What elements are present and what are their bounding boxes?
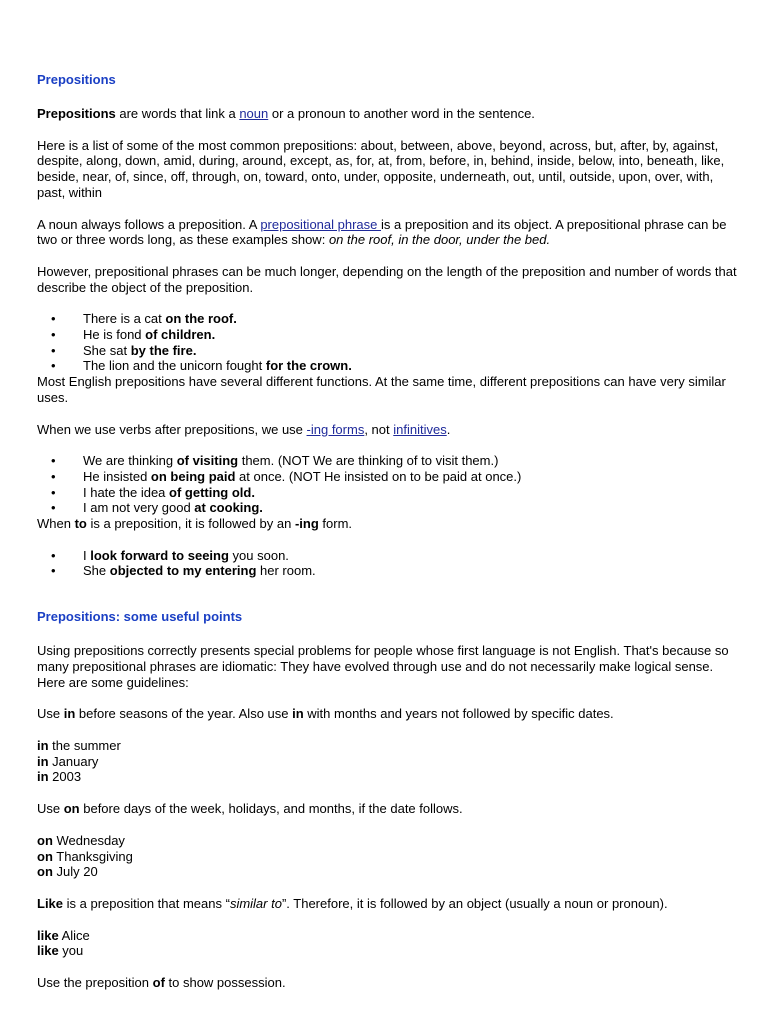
longer-phrases-paragraph: However, prepositional phrases can be much longer, depending on the length of the preposition and number of words that describe the object of the preposition.: [37, 263, 737, 295]
of-rule-bold: of: [152, 975, 165, 991]
like-rule-text-2: ”. Therefore, it is followed by an object (usually a noun or pronoun).: [281, 895, 668, 911]
example-text: She: [83, 563, 110, 579]
example-bold: like: [37, 927, 59, 943]
to-text-1: When: [37, 516, 75, 532]
example-text: He is fond: [83, 327, 146, 343]
example-text: We are thinking: [83, 453, 177, 469]
like-rule-text-1: is a preposition that means “: [63, 895, 230, 911]
list-item: [37, 864, 737, 880]
on-rule-text-1: Use: [37, 801, 64, 817]
example-bold: look forward to seeing: [90, 547, 229, 563]
to-text-3: form.: [318, 516, 353, 532]
to-bold-1: to: [74, 516, 87, 532]
ing-forms-link[interactable]: -ing forms: [306, 421, 365, 437]
example-bold: objected to my entering: [109, 563, 257, 579]
like-rule-paragraph: [37, 896, 737, 912]
verbs-text-2: , not: [364, 421, 394, 437]
example-tail: you soon.: [228, 547, 289, 563]
noun-link[interactable]: noun: [239, 106, 269, 121]
example-bold: in: [37, 753, 49, 769]
example-bold: in: [37, 769, 49, 785]
bullet-icon: •: [51, 453, 56, 469]
to-text-2: is a preposition, it is followed by an: [86, 516, 295, 532]
bullet-icon: •: [51, 327, 56, 343]
common-prepositions-paragraph: Here is a list of some of the most common prepositions: about, between, above, beyond, across, but, after, by, against, despite, along, down, amid, during, around, except, as, for, at, from, before, in, behind, inside, below, into, beneath, like, beside, near, of, since, off, through, on, toward, onto, under, opposite, underneath, out, until, outside, upon, over, with, past, within: [37, 137, 725, 200]
list-item: [37, 769, 737, 785]
noun-text-2: is a preposition and its object. A prepositional phrase can be two or three words long, as these examples show:: [37, 216, 727, 248]
of-rule-paragraph: [37, 975, 737, 991]
section-title-useful-points: Prepositions: some useful points: [37, 609, 243, 625]
page-title: Prepositions: [37, 72, 116, 87]
bullet-icon: •: [51, 358, 56, 374]
example-text: Alice: [58, 927, 90, 943]
example-text: the summer: [48, 737, 121, 753]
list-item: [37, 469, 737, 485]
in-rule-text-2: before seasons of the year. Also use: [75, 706, 293, 722]
in-rule-bold-2: in: [292, 706, 304, 722]
in-rule-bold-1: in: [63, 706, 76, 722]
intro-lead: Prepositions: [37, 106, 116, 121]
of-rule-text-2: to show possession.: [164, 975, 286, 991]
example-bold: at cooking.: [194, 500, 263, 516]
example-bold: of visiting: [176, 453, 239, 469]
on-examples: [37, 833, 737, 880]
prepositional-phrase-link[interactable]: prepositional phrase: [260, 216, 382, 232]
example-text: She sat: [83, 342, 131, 358]
noun-examples-italic: on the roof, in the door, under the bed.: [328, 232, 551, 248]
on-rule-bold-1: on: [63, 801, 80, 817]
special-problems-paragraph: Using prepositions correctly presents special problems for people whose first language is not English. That's because so many prepositional phrases are idiomatic: They have evolved through use and do not necessarily make logical sense. Here are some guidelines:: [37, 643, 729, 690]
functions-paragraph: Most English prepositions have several different functions. At the same time, different prepositions can have very similar uses.: [37, 374, 726, 405]
on-rule-paragraph: [37, 801, 737, 817]
list-item: [37, 453, 737, 469]
example-bold: in: [37, 737, 49, 753]
verbs-text-3: .: [446, 421, 451, 437]
example-tail: them. (NOT We are thinking of to visit them.): [238, 453, 499, 469]
list-item: [37, 943, 737, 959]
example-text: There is a cat: [83, 311, 166, 327]
list-item: [37, 311, 737, 327]
list-item: [37, 485, 737, 501]
like-rule-bold: Like: [37, 895, 64, 911]
like-rule-italic: similar to: [229, 895, 282, 911]
in-examples: [37, 738, 737, 785]
example-text: I am not very good: [83, 500, 195, 516]
examples-list-2: [37, 453, 737, 516]
list-item: [37, 358, 737, 374]
example-bold: of children.: [145, 327, 216, 343]
verbs-paragraph: [37, 422, 737, 438]
in-rule-text-1: Use: [37, 706, 64, 722]
example-bold: on: [37, 864, 53, 880]
like-examples: [37, 928, 737, 959]
intro-text-2: or a pronoun to another word in the sentence.: [268, 106, 535, 121]
to-bold-2: -ing: [294, 516, 319, 532]
example-text: July 20: [52, 864, 98, 880]
example-text: Thanksgiving: [52, 848, 133, 864]
in-rule-paragraph: [37, 706, 737, 722]
example-text: The lion and the unicorn fought: [83, 358, 266, 374]
bullet-icon: •: [51, 500, 56, 516]
list-item: [37, 833, 737, 849]
intro-paragraph: [37, 106, 737, 122]
bullet-icon: •: [51, 342, 56, 358]
example-tail: at once. (NOT He insisted on to be paid at once.): [235, 468, 522, 484]
of-rule-text-1: Use the preposition: [37, 975, 153, 991]
bullet-icon: •: [51, 547, 56, 563]
list-item: [37, 849, 737, 865]
example-text: I: [83, 547, 91, 563]
list-item: [37, 754, 737, 770]
example-bold: on being paid: [150, 468, 236, 484]
example-bold: like: [37, 943, 59, 959]
example-text: January: [48, 753, 99, 769]
document-page: [37, 72, 737, 991]
example-bold: on: [37, 832, 53, 848]
verbs-text-1: When we use verbs after prepositions, we use: [37, 421, 307, 437]
on-rule-text-2: before days of the week, holidays, and months, if the date follows.: [79, 801, 463, 817]
noun-text-1: A noun always follows a preposition. A: [37, 216, 261, 232]
list-item: [37, 327, 737, 343]
example-text: 2003: [48, 769, 82, 785]
list-item: [37, 928, 737, 944]
examples-list-3: [37, 548, 737, 579]
example-bold: by the fire.: [130, 342, 197, 358]
list-item: [37, 548, 737, 564]
intro-text-1: are words that link a: [115, 106, 240, 121]
example-text: Wednesday: [52, 832, 125, 848]
example-bold: of getting old.: [169, 484, 255, 500]
example-tail: her room.: [256, 563, 316, 579]
bullet-icon: •: [51, 563, 56, 579]
bullet-icon: •: [51, 468, 56, 484]
bullet-icon: •: [51, 311, 56, 327]
example-bold: on: [37, 848, 53, 864]
example-text: you: [58, 943, 84, 959]
infinitives-link[interactable]: infinitives: [393, 421, 447, 437]
example-text: I hate the idea: [83, 484, 170, 500]
in-rule-text-3: with months and years not followed by specific dates.: [303, 706, 614, 722]
example-bold: on the roof.: [165, 311, 237, 327]
list-item: [37, 738, 737, 754]
list-item: [37, 500, 737, 516]
list-item: [37, 563, 737, 579]
noun-follows-paragraph: [37, 217, 737, 248]
example-text: He insisted: [83, 468, 151, 484]
to-preposition-paragraph: [37, 516, 737, 532]
bullet-icon: •: [51, 484, 56, 500]
list-item: [37, 343, 737, 359]
examples-list-1: [37, 311, 737, 374]
example-bold: for the crown.: [265, 358, 352, 374]
